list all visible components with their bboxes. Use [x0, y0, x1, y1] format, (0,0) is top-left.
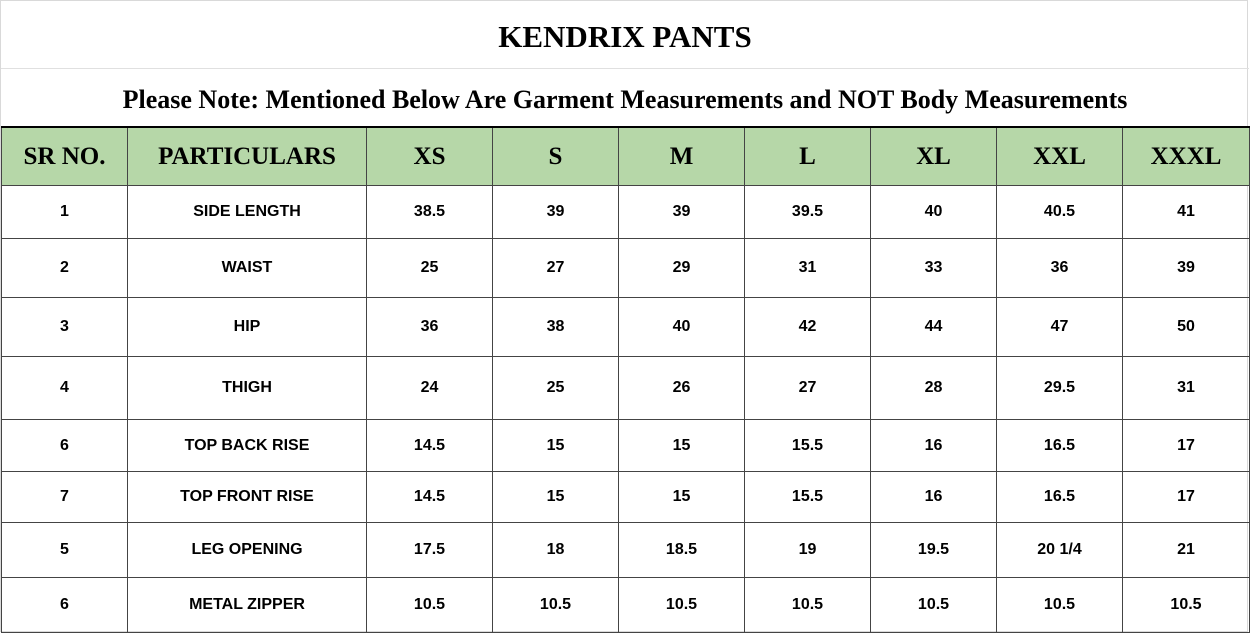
- size-xxxl-cell: 21: [1123, 523, 1250, 578]
- size-xs-cell: 36: [367, 298, 493, 357]
- size-l-cell: 10.5: [745, 578, 871, 633]
- size-xxl-cell: 29.5: [997, 357, 1123, 420]
- size-xxxl-cell: 17: [1123, 420, 1250, 472]
- size-xxl-cell: 20 1/4: [997, 523, 1123, 578]
- table-row: [2, 578, 1250, 633]
- page-title: KENDRIX PANTS: [1, 1, 1249, 69]
- size-xxl-cell: 16.5: [997, 420, 1123, 472]
- particulars-cell: METAL ZIPPER: [128, 578, 367, 633]
- particulars-cell: TOP FRONT RISE: [128, 472, 367, 523]
- size-xl-cell: 10.5: [871, 578, 997, 633]
- size-table: [1, 126, 1250, 633]
- sr-no-cell: 2: [2, 239, 128, 298]
- header-size-xxxl: XXXL: [1123, 127, 1250, 186]
- size-s-cell: 18: [493, 523, 619, 578]
- size-s-cell: 10.5: [493, 578, 619, 633]
- sr-no-cell: 1: [2, 186, 128, 239]
- size-l-cell: 39.5: [745, 186, 871, 239]
- size-m-cell: 26: [619, 357, 745, 420]
- size-s-cell: 15: [493, 420, 619, 472]
- size-s-cell: 38: [493, 298, 619, 357]
- sr-no-cell: 5: [2, 523, 128, 578]
- table-row: [2, 420, 1250, 472]
- header-size-m: M: [619, 127, 745, 186]
- size-xs-cell: 17.5: [367, 523, 493, 578]
- size-l-cell: 15.5: [745, 472, 871, 523]
- size-xs-cell: 14.5: [367, 420, 493, 472]
- size-xxxl-cell: 50: [1123, 298, 1250, 357]
- size-s-cell: 15: [493, 472, 619, 523]
- table-header-row: [2, 127, 1250, 186]
- size-s-cell: 25: [493, 357, 619, 420]
- particulars-cell: HIP: [128, 298, 367, 357]
- size-xxxl-cell: 39: [1123, 239, 1250, 298]
- particulars-cell: LEG OPENING: [128, 523, 367, 578]
- particulars-cell: TOP BACK RISE: [128, 420, 367, 472]
- size-xs-cell: 14.5: [367, 472, 493, 523]
- size-l-cell: 42: [745, 298, 871, 357]
- size-l-cell: 31: [745, 239, 871, 298]
- size-xl-cell: 40: [871, 186, 997, 239]
- size-xxl-cell: 10.5: [997, 578, 1123, 633]
- sr-no-cell: 6: [2, 420, 128, 472]
- table-row: [2, 186, 1250, 239]
- size-m-cell: 18.5: [619, 523, 745, 578]
- size-xxl-cell: 36: [997, 239, 1123, 298]
- size-s-cell: 27: [493, 239, 619, 298]
- header-sr-no: SR NO.: [2, 127, 128, 186]
- table-row: [2, 357, 1250, 420]
- size-xxxl-cell: 10.5: [1123, 578, 1250, 633]
- size-m-cell: 15: [619, 420, 745, 472]
- size-xs-cell: 25: [367, 239, 493, 298]
- size-xxxl-cell: 31: [1123, 357, 1250, 420]
- particulars-cell: THIGH: [128, 357, 367, 420]
- size-xl-cell: 33: [871, 239, 997, 298]
- table-row: [2, 239, 1250, 298]
- header-size-l: L: [745, 127, 871, 186]
- size-m-cell: 40: [619, 298, 745, 357]
- size-xl-cell: 16: [871, 472, 997, 523]
- size-xxxl-cell: 41: [1123, 186, 1250, 239]
- header-size-s: S: [493, 127, 619, 186]
- header-particulars: PARTICULARS: [128, 127, 367, 186]
- size-m-cell: 39: [619, 186, 745, 239]
- size-m-cell: 10.5: [619, 578, 745, 633]
- size-m-cell: 15: [619, 472, 745, 523]
- sr-no-cell: 6: [2, 578, 128, 633]
- size-xxl-cell: 47: [997, 298, 1123, 357]
- sr-no-cell: 3: [2, 298, 128, 357]
- table-body: [2, 186, 1250, 633]
- sr-no-cell: 4: [2, 357, 128, 420]
- sr-no-cell: 7: [2, 472, 128, 523]
- header-size-xxl: XXL: [997, 127, 1123, 186]
- size-l-cell: 19: [745, 523, 871, 578]
- size-xl-cell: 16: [871, 420, 997, 472]
- header-size-xs: XS: [367, 127, 493, 186]
- table-row: [2, 472, 1250, 523]
- table-row: [2, 523, 1250, 578]
- size-xs-cell: 38.5: [367, 186, 493, 239]
- size-xl-cell: 19.5: [871, 523, 997, 578]
- size-xl-cell: 44: [871, 298, 997, 357]
- header-size-xl: XL: [871, 127, 997, 186]
- size-m-cell: 29: [619, 239, 745, 298]
- size-xxl-cell: 40.5: [997, 186, 1123, 239]
- size-xxxl-cell: 17: [1123, 472, 1250, 523]
- size-xxl-cell: 16.5: [997, 472, 1123, 523]
- table-row: [2, 298, 1250, 357]
- size-l-cell: 27: [745, 357, 871, 420]
- particulars-cell: WAIST: [128, 239, 367, 298]
- size-l-cell: 15.5: [745, 420, 871, 472]
- size-xl-cell: 28: [871, 357, 997, 420]
- measurement-note: Please Note: Mentioned Below Are Garment Measurements and NOT Body Measurements: [122, 85, 1128, 114]
- particulars-cell: SIDE LENGTH: [128, 186, 367, 239]
- size-s-cell: 39: [493, 186, 619, 239]
- size-xs-cell: 24: [367, 357, 493, 420]
- size-xs-cell: 10.5: [367, 578, 493, 633]
